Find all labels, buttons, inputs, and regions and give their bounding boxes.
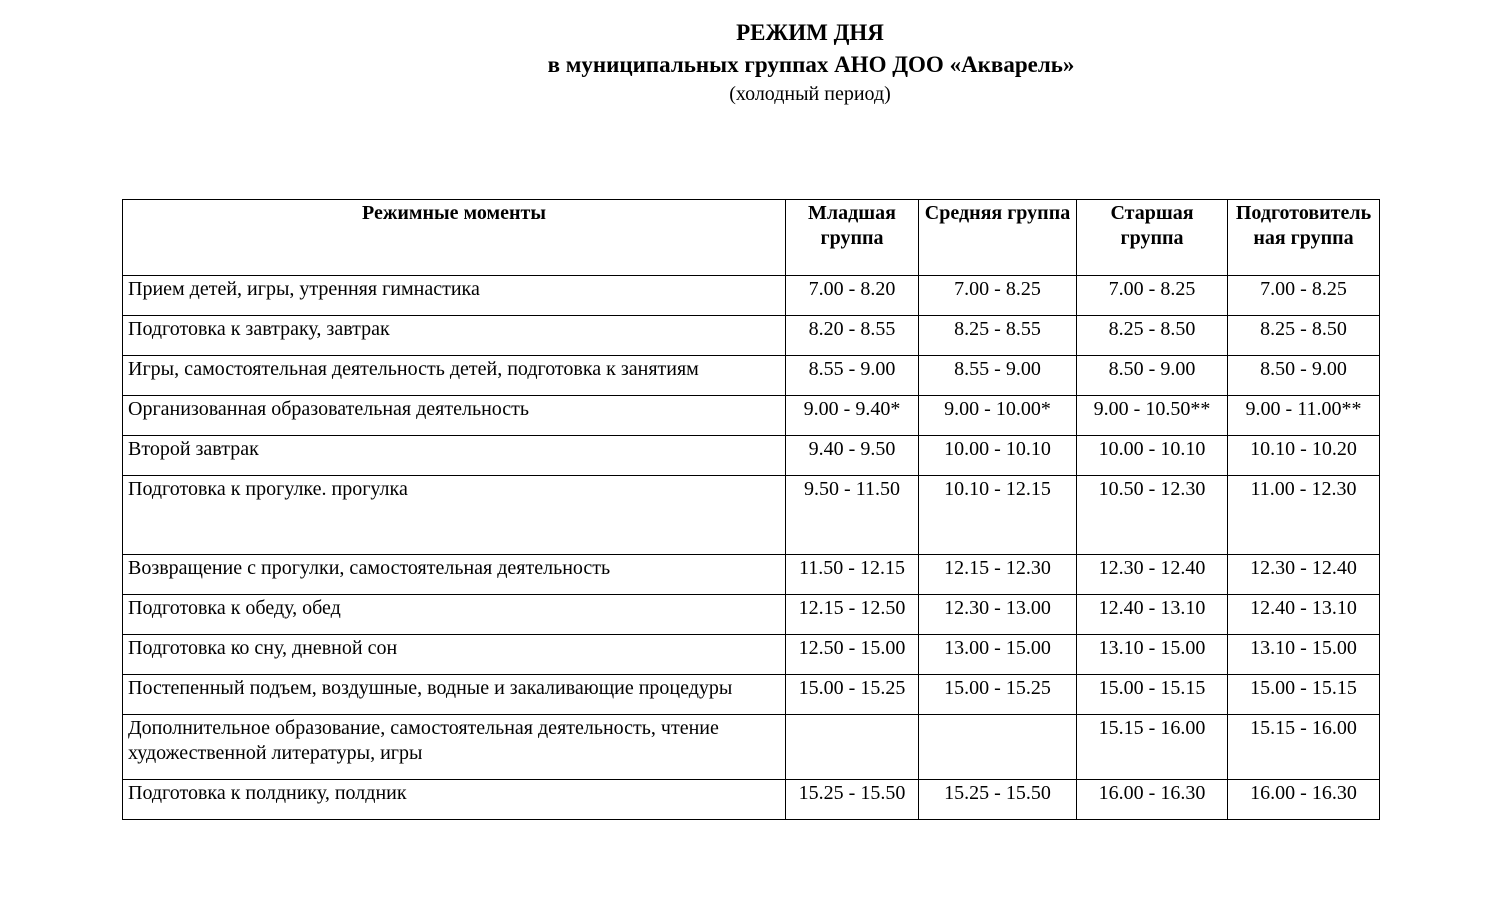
time-cell: 13.00 - 15.00 xyxy=(919,635,1077,675)
time-cell: 9.00 - 10.50** xyxy=(1077,396,1228,436)
time-cell: 9.40 - 9.50 xyxy=(786,436,919,476)
time-cell xyxy=(786,715,919,780)
table-header-row xyxy=(123,200,1380,276)
activity-cell: Подготовка к завтраку, завтрак xyxy=(123,316,786,356)
table-row xyxy=(123,396,1380,436)
time-cell: 15.00 - 15.25 xyxy=(919,675,1077,715)
time-cell: 10.50 - 12.30 xyxy=(1077,476,1228,555)
column-header-activity: Режимные моменты xyxy=(123,200,786,276)
activity-cell: Организованная образовательная деятельность xyxy=(123,396,786,436)
table-row xyxy=(123,356,1380,396)
time-cell: 9.00 - 11.00** xyxy=(1228,396,1380,436)
activity-cell: Постепенный подъем, воздушные, водные и закаливающие процедуры xyxy=(123,675,786,715)
time-cell: 15.00 - 15.15 xyxy=(1077,675,1228,715)
time-cell: 13.10 - 15.00 xyxy=(1228,635,1380,675)
table-row xyxy=(123,276,1380,316)
time-cell: 12.15 - 12.50 xyxy=(786,595,919,635)
time-cell: 8.25 - 8.50 xyxy=(1228,316,1380,356)
time-cell: 7.00 - 8.25 xyxy=(919,276,1077,316)
column-header-middle-group: Средняя группа xyxy=(919,200,1077,276)
column-header-senior-group: Старшая группа xyxy=(1077,200,1228,276)
time-cell: 9.00 - 10.00* xyxy=(919,396,1077,436)
time-cell: 12.40 - 13.10 xyxy=(1228,595,1380,635)
time-cell: 8.25 - 8.50 xyxy=(1077,316,1228,356)
table-row xyxy=(123,555,1380,595)
time-cell: 9.00 - 9.40* xyxy=(786,396,919,436)
time-cell: 8.50 - 9.00 xyxy=(1228,356,1380,396)
table-row xyxy=(123,595,1380,635)
table-row xyxy=(123,436,1380,476)
time-cell: 8.20 - 8.55 xyxy=(786,316,919,356)
activity-cell: Дополнительное образование, самостоятельная деятельность, чтение художественной литературы, игры xyxy=(123,715,786,780)
column-header-preparatory-group: Подготовитель ная группа xyxy=(1228,200,1380,276)
time-cell: 15.15 - 16.00 xyxy=(1228,715,1380,780)
table-row xyxy=(123,316,1380,356)
time-cell: 10.00 - 10.10 xyxy=(919,436,1077,476)
time-cell: 10.10 - 10.20 xyxy=(1228,436,1380,476)
table-row xyxy=(123,476,1380,555)
time-cell: 7.00 - 8.25 xyxy=(1228,276,1380,316)
time-cell: 15.15 - 16.00 xyxy=(1077,715,1228,780)
time-cell: 8.55 - 9.00 xyxy=(786,356,919,396)
time-cell: 15.00 - 15.15 xyxy=(1228,675,1380,715)
time-cell: 10.00 - 10.10 xyxy=(1077,436,1228,476)
time-cell: 12.15 - 12.30 xyxy=(919,555,1077,595)
activity-cell: Подготовка к полднику, полдник xyxy=(123,780,786,820)
time-cell: 15.25 - 15.50 xyxy=(786,780,919,820)
table-row xyxy=(123,675,1380,715)
time-cell: 8.50 - 9.00 xyxy=(1077,356,1228,396)
time-cell: 8.55 - 9.00 xyxy=(919,356,1077,396)
activity-cell: Подготовка ко сну, дневной сон xyxy=(123,635,786,675)
table-row xyxy=(123,635,1380,675)
activity-cell: Второй завтрак xyxy=(123,436,786,476)
time-cell: 15.00 - 15.25 xyxy=(786,675,919,715)
document-title: РЕЖИМ ДНЯ xyxy=(736,20,884,45)
document-title-organization: в муниципальных группах АНО ДОО «Акварель» xyxy=(547,52,1075,77)
time-cell: 9.50 - 11.50 xyxy=(786,476,919,555)
activity-cell: Прием детей, игры, утренняя гимнастика xyxy=(123,276,786,316)
time-cell: 16.00 - 16.30 xyxy=(1228,780,1380,820)
time-cell: 12.30 - 13.00 xyxy=(919,595,1077,635)
time-cell: 12.30 - 12.40 xyxy=(1077,555,1228,595)
activity-cell: Возвращение с прогулки, самостоятельная деятельность xyxy=(123,555,786,595)
time-cell: 12.40 - 13.10 xyxy=(1077,595,1228,635)
time-cell: 16.00 - 16.30 xyxy=(1077,780,1228,820)
activity-cell: Подготовка к обеду, обед xyxy=(123,595,786,635)
time-cell: 12.50 - 15.00 xyxy=(786,635,919,675)
time-cell: 13.10 - 15.00 xyxy=(1077,635,1228,675)
time-cell: 11.00 - 12.30 xyxy=(1228,476,1380,555)
time-cell: 11.50 - 12.15 xyxy=(786,555,919,595)
activity-cell: Подготовка к прогулке. прогулка xyxy=(123,476,786,555)
time-cell: 12.30 - 12.40 xyxy=(1228,555,1380,595)
table-row xyxy=(123,715,1380,780)
time-cell: 7.00 - 8.25 xyxy=(1077,276,1228,316)
time-cell: 10.10 - 12.15 xyxy=(919,476,1077,555)
time-cell xyxy=(919,715,1077,780)
time-cell: 15.25 - 15.50 xyxy=(919,780,1077,820)
time-cell: 8.25 - 8.55 xyxy=(919,316,1077,356)
schedule-table xyxy=(122,199,1380,820)
time-cell: 7.00 - 8.20 xyxy=(786,276,919,316)
document-subtitle: (холодный период) xyxy=(729,83,891,105)
table-row xyxy=(123,780,1380,820)
column-header-junior-group: Младшая группа xyxy=(786,200,919,276)
activity-cell: Игры, самостоятельная деятельность детей, подготовка к занятиям xyxy=(123,356,786,396)
